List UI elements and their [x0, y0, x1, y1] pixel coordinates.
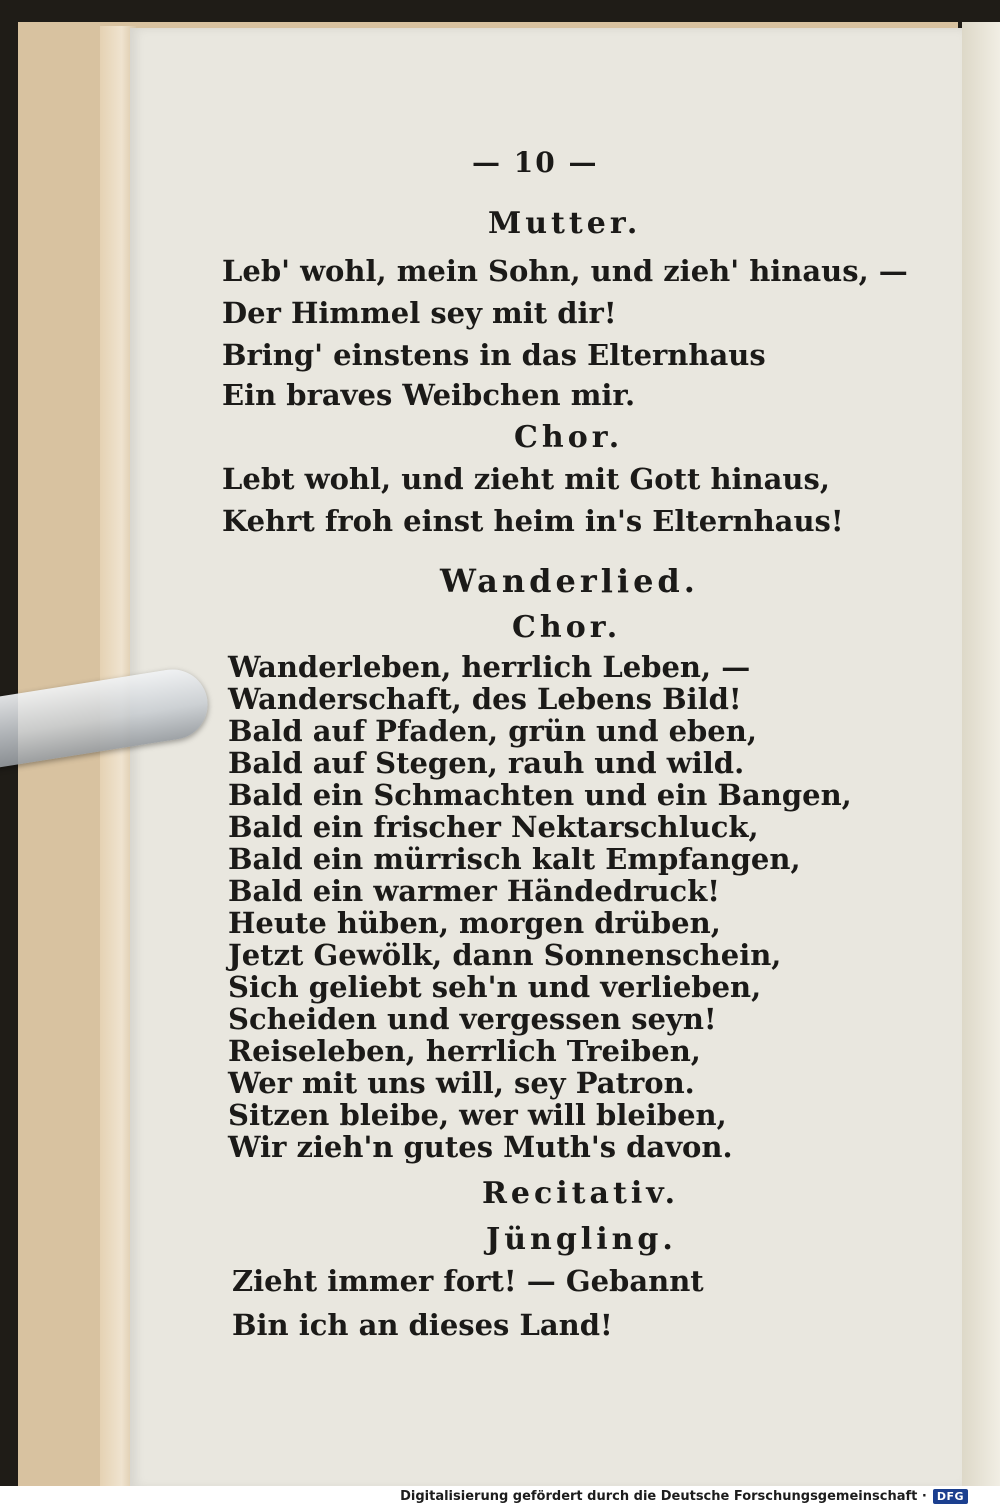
heading-juengling: Jüngling.: [486, 1222, 677, 1257]
verse-line: Zieht immer fort! — Gebannt: [232, 1264, 704, 1298]
verse-line: Leb' wohl, mein Sohn, und zieh' hinaus, —: [222, 254, 908, 288]
verse-line: Sitzen bleibe, wer will bleiben,: [228, 1098, 727, 1132]
heading-recitativ: Recitativ.: [482, 1176, 680, 1211]
verse-line: Wir zieh'n gutes Muth's davon.: [228, 1130, 733, 1164]
verse-line: Kehrt froh einst heim in's Elternhaus!: [222, 504, 844, 538]
verse-line: Sich geliebt seh'n und verlieben,: [228, 970, 762, 1004]
verse-line: Bald ein warmer Händedruck!: [228, 874, 721, 908]
verse-line: Heute hüben, morgen drüben,: [228, 906, 721, 940]
funding-text: Digitalisierung gefördert durch die Deutsche Forschungsgemeinschaft ·: [400, 1488, 927, 1504]
verse-line: Bin ich an dieses Land!: [232, 1308, 613, 1342]
verse-line: Bald ein frischer Nektarschluck,: [228, 810, 759, 844]
verse-line: Wanderschaft, des Lebens Bild!: [228, 682, 742, 716]
heading-chor: Chor.: [512, 610, 622, 645]
verse-line: Wanderleben, herrlich Leben, —: [228, 650, 751, 684]
verse-line: Der Himmel sey mit dir!: [222, 296, 617, 330]
heading-wanderlied: Wanderlied.: [440, 562, 699, 600]
verse-line: Bring' einstens in das Elternhaus: [222, 338, 766, 372]
heading-mutter: Mutter.: [488, 206, 642, 241]
verse-line: Bald ein mürrisch kalt Empfangen,: [228, 842, 801, 876]
verse-line: Bald auf Pfaden, grün und eben,: [228, 714, 757, 748]
page-number: — 10 —: [472, 146, 599, 179]
verse-line: Bald ein Schmachten und ein Bangen,: [228, 778, 852, 812]
funding-credit: [400, 1486, 968, 1506]
right-page-edge: [962, 22, 1000, 1490]
verse-line: Bald auf Stegen, rauh und wild.: [228, 746, 745, 780]
verse-line: Lebt wohl, und zieht mit Gott hinaus,: [222, 462, 830, 496]
verse-line: Jetzt Gewölk, dann Sonnenschein,: [228, 938, 782, 972]
verse-line: Reiseleben, herrlich Treiben,: [228, 1034, 701, 1068]
verse-line: Scheiden und vergessen seyn!: [228, 1002, 717, 1036]
verse-line: Wer mit uns will, sey Patron.: [228, 1066, 695, 1100]
heading-chor: Chor.: [514, 420, 624, 455]
verse-line: Ein braves Weibchen mir.: [222, 378, 636, 412]
dfg-logo-icon: DFG: [933, 1489, 968, 1504]
